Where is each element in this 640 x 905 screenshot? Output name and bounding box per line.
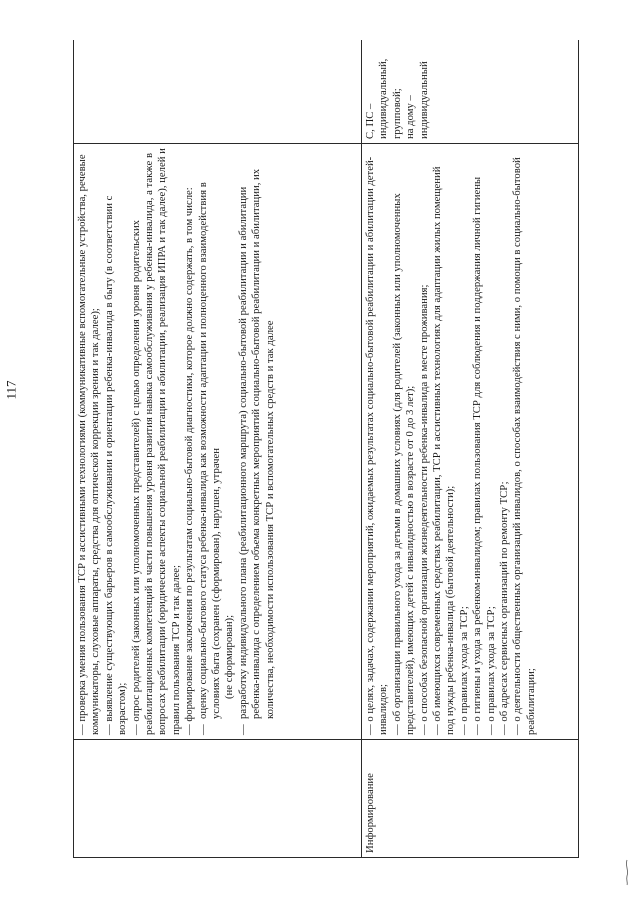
- list-item: — об адресах сервисных организаций по ремонту ТСР;: [498, 481, 511, 735]
- form-line: групповой;: [390, 88, 403, 139]
- service-name: Информирование: [364, 773, 376, 853]
- form-line: индивидуальный: [417, 61, 430, 139]
- list-item: — формирование заключения по результатам социально-бытовой диагностики, которое должно содержать, в том числе:: [183, 187, 196, 735]
- list-item: — об имеющихся современных средствах реабилитации, ТСР и ассистивных технологиях для адаптации жилых помещений под нужды ребенка-инвалида (бытовой деятельности);: [431, 166, 457, 735]
- service-form-cell: [74, 40, 362, 144]
- margin-mark: [622, 858, 632, 886]
- sub-list-item: [236, 148, 277, 735]
- sub-item-text: оценку социально-бытового статуса ребенка-инвалида как возможности адаптации и полноценного взаимодействия в условиях быта (сохранен (сформирован), нарушен, утрачен: [196, 182, 223, 719]
- form-line: С, ПС –: [364, 103, 376, 139]
- sub-item-text: разработку индивидуального плана (реабилитационного маршрута) социально-бытовой реабилитации и абилитации ребенка-инвалида с определением объема конкретных мероприятий социально-бытовой реабилитации и абилитации, их количества, необходимости использования ТСР и вспомогательных средств и так далее: [236, 168, 276, 719]
- rotated-content: [60, 40, 640, 890]
- list-item: — о гигиены и ухода за ребенком-инвалидом; правилах пользования ТСР для соблюдения и поддержания личной гигиены: [471, 176, 484, 735]
- page-number: [2, 370, 22, 410]
- list-item: — об организации правильного ухода за детьми в домашних условиях (для родителей (законных или уполномоченных представителей), имеющих детей с инвалидностью в возрасте от 0 до 3 лет);: [390, 193, 417, 735]
- list-item: — проверка умения пользования ТСР и ассистивными технологиями (коммуникативные вспомогательные устройства, речевые коммуникаторы, слуховые аппараты, средства для оптической коррекции зрения и так далее);: [76, 154, 102, 735]
- sub-dash: —: [236, 724, 249, 735]
- list-item: — о деятельности общественных организаций инвалидов, о способах взаимодействия с ними, о помощи в социально-бытовой реабилитации;: [511, 157, 537, 735]
- list-item: — о правилах ухода за ТСР;: [484, 606, 497, 735]
- service-content-cell: [74, 144, 362, 740]
- sub-list-item: [196, 148, 224, 735]
- sub-dash: —: [196, 724, 209, 735]
- service-form-cell: [362, 40, 579, 144]
- list-item: — о целях, задачах, содержании мероприятий, ожидаемых результатах социально-бытовой реабилитации и абилитации детей-инвалидов;: [364, 156, 390, 735]
- list-item: — опрос родителей (законных или уполномоченных представителей) с целью определения уровня родительских реабилитационных компетенций в части повышения уровня развития навыка самообслуживания у ребенка-инвалида, а также в вопросах реабилитации (юридические аспекты социальной реабилитации и абилитации, реализация ИПРА и так далее), целей и правил пользования ТСР и так далее;: [129, 148, 182, 735]
- table-row: [362, 40, 579, 858]
- sub-list-item-continuation: (не сформирован);: [223, 614, 236, 699]
- list-item: — о способах безопасной организации жизнедеятельности ребенка-инвалида в месте проживания;: [417, 284, 430, 735]
- page-number-text: 117: [4, 380, 19, 400]
- list-item: — о правилах ухода за ТСР;: [457, 606, 470, 735]
- services-table: [73, 40, 579, 858]
- service-name-cell: [362, 740, 579, 858]
- list-item: — выявление существующих барьеров в самообслуживании и ориентации ребенка-инвалида в быту (в соответствии с возрастом);: [102, 195, 129, 735]
- table-row: [74, 40, 362, 858]
- rotated-sheet: [60, 40, 640, 890]
- service-content-cell: [362, 144, 579, 740]
- form-line: индивидуальный,: [377, 58, 390, 139]
- service-name-cell: [74, 740, 362, 858]
- form-line: на дому –: [404, 95, 417, 139]
